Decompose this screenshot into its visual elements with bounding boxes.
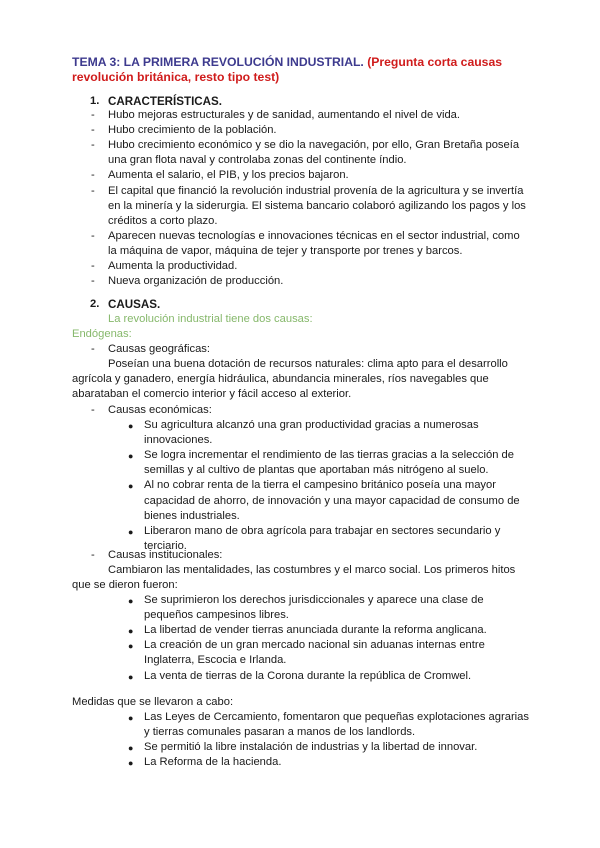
list-item-line: créditos a corto plazo. [108, 214, 218, 227]
geo-label: Causas geográficas: [108, 343, 210, 355]
list-dash: - [91, 169, 95, 182]
bullet-icon: ● [128, 743, 134, 754]
section1-heading: CARACTERÍSTICAS. [108, 95, 223, 108]
eco-label: Causas económicas: [108, 404, 212, 416]
list-item-line: Hubo crecimiento de la población. [108, 124, 277, 137]
eco-bullet-line: semillas y al cultivo de plantas que aportaban más nitrógeno al suelo. [144, 464, 489, 477]
geo-text-line: agrícola y ganadero, energía hidráulica, abundancia minerales, ríos navegables que [72, 373, 489, 385]
endogenas-label: Endógenas: [72, 328, 132, 340]
bullet-icon: ● [128, 526, 134, 537]
bullet-icon: ● [128, 713, 134, 723]
list-item-line: Hubo crecimiento económico y se dio la navegación, por ello, Gran Bretaña poseía [108, 139, 520, 152]
medidas-bullet-line: La Reforma de la hacienda. [144, 756, 282, 769]
list-item-line: Aumenta el salario, el PIB, y los precios bajaron. [108, 169, 349, 182]
inst-bullet-line: Se suprimieron los derechos jurisdiccionales y aparece una clase de [144, 594, 484, 606]
list-item-line: en la minería y la siderurgia. El sistema bancario colaboró agilizando los pagos y los [108, 199, 526, 212]
inst-bullet-line: pequeños campesinos libres. [144, 609, 289, 622]
list-item-line: la máquina de vapor, máquina de tejer y transporte por trenes y barcos. [108, 244, 463, 257]
inst-bullet-line: La venta de tierras de la Corona durante la república de Cromwel. [144, 669, 472, 682]
medidas-bullet-line: Las Leyes de Cercamiento, fomentaron que pequeñas explotaciones agrarias [144, 711, 529, 723]
list-dash: - [91, 184, 95, 197]
eco-bullet-line: capacidad de ahorro, de innovación y una mayor capacidad de consumo de [144, 494, 520, 507]
list-dash: - [91, 549, 95, 561]
inst-text-line: que se dieron fueron: [72, 579, 178, 591]
bullet-icon: ● [128, 626, 134, 637]
bullet-icon: ● [128, 421, 134, 431]
bullet-icon: ● [128, 596, 134, 606]
list-dash: - [91, 404, 95, 416]
list-dash: - [91, 343, 95, 355]
eco-bullet-line: Al no cobrar renta de la tierra el campesino británico poseía una mayor [144, 479, 496, 492]
document-title [72, 55, 542, 85]
eco-bullet-line: Se logra incrementar el rendimiento de las tierras gracias a la selección de [144, 449, 514, 462]
section1-number: 1. [90, 95, 100, 107]
section2-number: 2. [90, 298, 100, 310]
bullet-icon: ● [128, 451, 134, 462]
bullet-icon: ● [128, 758, 134, 769]
inst-text-line: Cambiaron las mentalidades, las costumbres y el marco social. Los primeros hitos [108, 564, 516, 576]
list-item-line: Aparecen nuevas tecnologías e innovaciones técnicas en el sector industrial, como [108, 229, 520, 242]
list-item-line: El capital que financió la revolución industrial provenía de la agricultura y se invertía [108, 184, 524, 197]
eco-bullet-line: Su agricultura alcanzó una gran productividad gracias a numerosas [144, 419, 479, 431]
section2-heading: CAUSAS. [108, 298, 161, 311]
title-note-line1: (Pregunta corta causas [367, 55, 503, 69]
eco-bullet-line: bienes industriales. [144, 509, 240, 522]
inst-bullet-line: La libertad de vender tierras anunciada durante la reforma anglicana. [144, 624, 487, 637]
list-dash: - [91, 260, 95, 272]
list-dash: - [91, 109, 95, 121]
geo-text-line: Poseían una buena dotación de recursos naturales: clima apto para el desarrollo [108, 358, 508, 370]
list-dash: - [91, 139, 95, 152]
list-dash: - [91, 275, 95, 288]
bullet-icon: ● [128, 671, 134, 682]
geo-text-line: abarataban el comercio interior y fácil acceso al exterior. [72, 388, 352, 400]
list-item-line: Nueva organización de producción. [108, 275, 284, 288]
causes-intro: La revolución industrial tiene dos causas: [108, 313, 313, 325]
eco-bullet-line: Liberaron mano de obra agrícola para trabajar en sectores secundario y [144, 524, 501, 537]
list-item-line: una gran flota naval y controlaba zonas del continente índio. [108, 154, 407, 167]
medidas-label: Medidas que se llevaron a cabo: [72, 696, 234, 708]
list-dash: - [91, 229, 95, 242]
bullet-icon: ● [128, 481, 134, 492]
inst-bullet-line: Inglaterra, Escocia e Irlanda. [144, 654, 287, 667]
eco-bullet-line: innovaciones. [144, 434, 213, 447]
list-item-line: Aumenta la productividad. [108, 260, 238, 272]
inst-bullet-line: La creación de un gran mercado nacional sin aduanas internas entre [144, 639, 485, 652]
medidas-bullet-line: y tierras comunales pasaran a manos de los landlords. [144, 726, 416, 739]
inst-label: Causas institucionales: [108, 549, 223, 561]
list-dash: - [91, 124, 95, 137]
bullet-icon: ● [128, 641, 134, 652]
eco-bullet-line: terciario. [144, 539, 187, 552]
list-item-line: Hubo mejoras estructurales y de sanidad, aumentando el nivel de vida. [108, 109, 460, 121]
title-note-line2: revolución británica, resto tipo test) [72, 70, 280, 85]
medidas-bullet-line: Se permitió la libre instalación de industrias y la libertad de innovar. [144, 741, 478, 754]
title-main: TEMA 3: LA PRIMERA REVOLUCIÓN INDUSTRIAL. [72, 55, 368, 69]
